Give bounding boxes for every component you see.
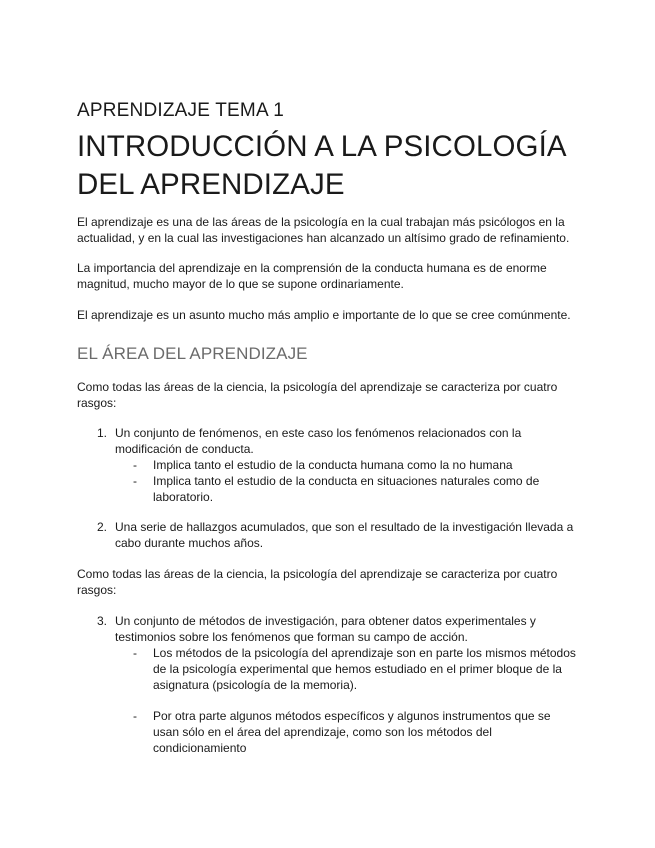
list-item-number: 3. — [97, 614, 108, 628]
list-item-text: Una serie de hallazgos acumulados, que son el resultado de la investigación llevada a cabo durante muchos años. — [115, 520, 574, 550]
numbered-list-2 — [77, 613, 577, 756]
sub-list-1 — [115, 457, 577, 505]
title-line-1: INTRODUCCIÓN A LA PSICOLOGÍA — [77, 130, 567, 163]
sub-list-item-text: Implica tanto el estudio de la conducta en situaciones naturales como de laboratorio. — [153, 474, 540, 504]
list-item-number: 1. — [97, 426, 108, 440]
dash-bullet: - — [133, 709, 137, 723]
numbered-list-1 — [77, 425, 577, 551]
dash-bullet: - — [133, 474, 137, 488]
document-title — [77, 128, 577, 204]
title-line-2: DEL APRENDIZAJE — [77, 168, 345, 201]
list-item-2 — [77, 519, 577, 551]
sub-list-item-text: Por otra parte algunos métodos específicos y algunos instrumentos que se usan sólo en el área del aprendizaje, como son los métodos del condicionamiento — [153, 709, 551, 755]
list-item-text: Un conjunto de métodos de investigación, para obtener datos experimentales y testimonios sobre los fenómenos que forman su campo de acción. — [115, 614, 536, 644]
list-item-1 — [77, 425, 577, 505]
paragraph-3: El aprendizaje es un asunto mucho más amplio e importante de lo que se cree comúnmente. — [77, 308, 571, 322]
sub-list-item — [115, 473, 577, 505]
section-heading: EL ÁREA DEL APRENDIZAJE — [77, 344, 308, 363]
paragraph-1: El aprendizaje es una de las áreas de la psicología en la cual trabajan más psicólogos en la actualidad, y en la cual las investigaciones han alcanzado un altísimo grado de refinamiento. — [77, 215, 570, 245]
dash-bullet: - — [133, 646, 137, 660]
dash-bullet: - — [133, 458, 137, 472]
sub-list-item-text: Los métodos de la psicología del aprendizaje son en parte los mismos métodos de la psicología experimental que hemos estudiado en el primer bloque de la asignatura (psicología de la memoria). — [153, 646, 576, 692]
list-item-text: Un conjunto de fenómenos, en este caso los fenómenos relacionados con la modificación de conducta. — [115, 426, 522, 456]
sub-list-item — [115, 645, 577, 693]
list-item-number: 2. — [97, 520, 108, 534]
list-intro-1: Como todas las áreas de la ciencia, la psicología del aprendizaje se caracteriza por cuatro rasgos: — [77, 380, 558, 410]
document-subtitle: APRENDIZAJE TEMA 1 — [77, 100, 285, 121]
sub-list-item — [115, 708, 577, 756]
document-content — [77, 98, 577, 756]
sub-list-item — [115, 457, 577, 473]
paragraph-2: La importancia del aprendizaje en la comprensión de la conducta humana es de enorme magnitud, mucho mayor de lo que se supone ordinariamente. — [77, 261, 547, 291]
sub-list-item-text: Implica tanto el estudio de la conducta humana como la no humana — [153, 458, 513, 472]
list-item-3 — [77, 613, 577, 756]
list-intro-2: Como todas las áreas de la ciencia, la psicología del aprendizaje se caracteriza por cuatro rasgos: — [77, 567, 558, 597]
sub-list-3 — [115, 645, 577, 756]
